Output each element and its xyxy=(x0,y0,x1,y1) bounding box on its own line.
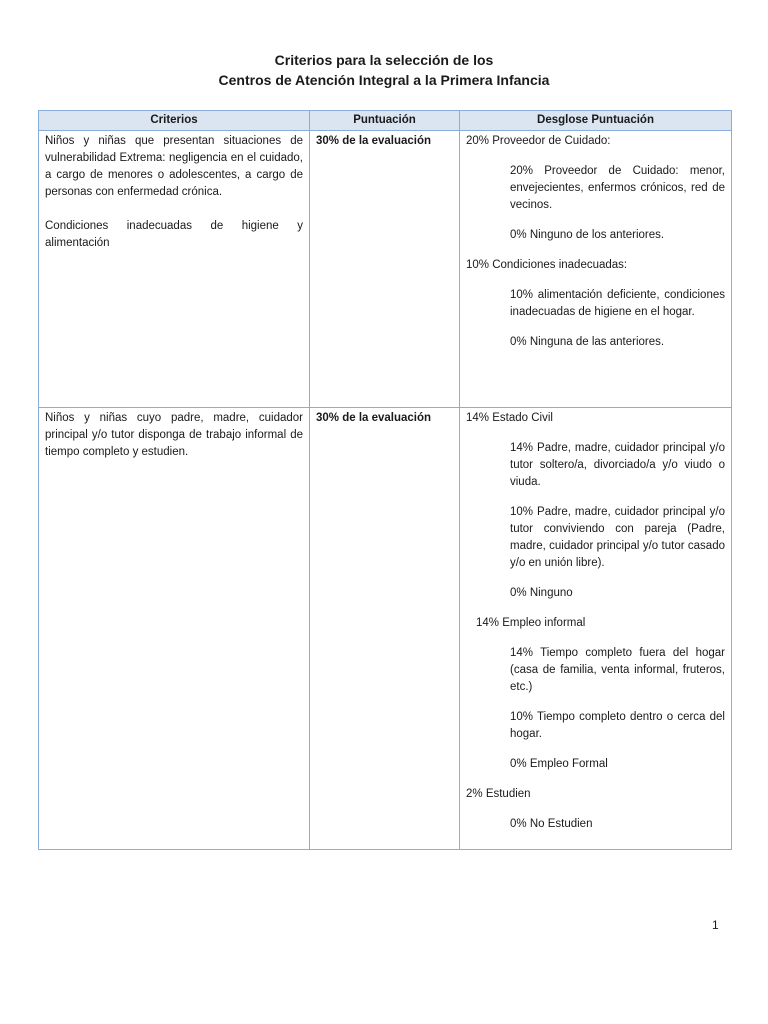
header-criterios: Criterios xyxy=(39,111,310,131)
page-number: 1 xyxy=(712,918,719,932)
breakdown-main-item: 10% Condiciones inadecuadas: xyxy=(466,259,628,271)
score-cell: 30% de la evaluación xyxy=(310,131,460,408)
breakdown-sub-item: 0% Ninguna de las anteriores. xyxy=(510,336,665,348)
breakdown-main-item: 20% Proveedor de Cuidado: xyxy=(466,135,611,147)
breakdown-sub-item: 10% Tiempo completo dentro o cerca del hogar. xyxy=(510,711,725,740)
breakdown-sub-item: 0% Empleo Formal xyxy=(510,758,608,770)
criteria-cell xyxy=(39,408,310,850)
breakdown-sub-item: 0% No Estudien xyxy=(510,818,593,830)
criteria-text: Niños y niñas cuyo padre, madre, cuidador principal y/o tutor disponga de trabajo informal de tiempo completo y estudien. xyxy=(45,412,303,458)
title-line-2: Centros de Atención Integral a la Primera Infancia xyxy=(218,72,550,88)
breakdown-sub-item: 14% Padre, madre, cuidador principal y/o tutor soltero/a, divorciado/a y/o viudo o viuda. xyxy=(510,442,725,488)
breakdown-cell xyxy=(460,408,732,850)
breakdown-sub-item: 20% Proveedor de Cuidado: menor, envejecientes, enfermos crónicos, red de vecinos. xyxy=(510,165,725,211)
table-header-row xyxy=(39,111,732,131)
breakdown-sub-item: 10% Padre, madre, cuidador principal y/o tutor conviviendo con pareja (Padre, madre, cuidador principal y/o tutor casado y/o en unión libre). xyxy=(510,506,725,569)
document-title xyxy=(0,50,768,90)
criteria-table xyxy=(38,110,732,850)
breakdown-main-item: 2% Estudien xyxy=(466,788,531,800)
table-row xyxy=(39,408,732,850)
breakdown-sub-item: 0% Ninguno xyxy=(510,587,573,599)
breakdown-sub-item: 0% Ninguno de los anteriores. xyxy=(510,229,665,241)
breakdown-main-item: 14% Empleo informal xyxy=(476,617,586,629)
breakdown-cell xyxy=(460,131,732,408)
score-cell: 30% de la evaluación xyxy=(310,408,460,850)
table-row xyxy=(39,131,732,408)
criteria-text: Condiciones inadecuadas de higiene y alimentación xyxy=(45,220,303,249)
title-line-1: Criterios para la selección de los xyxy=(274,52,494,68)
criteria-text: Niños y niñas que presentan situaciones de vulnerabilidad Extrema: negligencia en el cuidado, a cargo de menores o adolescentes, a cargo de personas con enfermedad crónica. xyxy=(45,135,303,198)
breakdown-sub-item: 14% Tiempo completo fuera del hogar (casa de familia, venta informal, fruteros, etc.) xyxy=(510,647,725,693)
breakdown-main-item: 14% Estado Civil xyxy=(466,412,553,424)
header-puntuacion: Puntuación xyxy=(310,111,460,131)
header-desglose: Desglose Puntuación xyxy=(460,111,732,131)
breakdown-sub-item: 10% alimentación deficiente, condiciones inadecuadas de higiene en el hogar. xyxy=(510,289,725,318)
criteria-cell xyxy=(39,131,310,408)
